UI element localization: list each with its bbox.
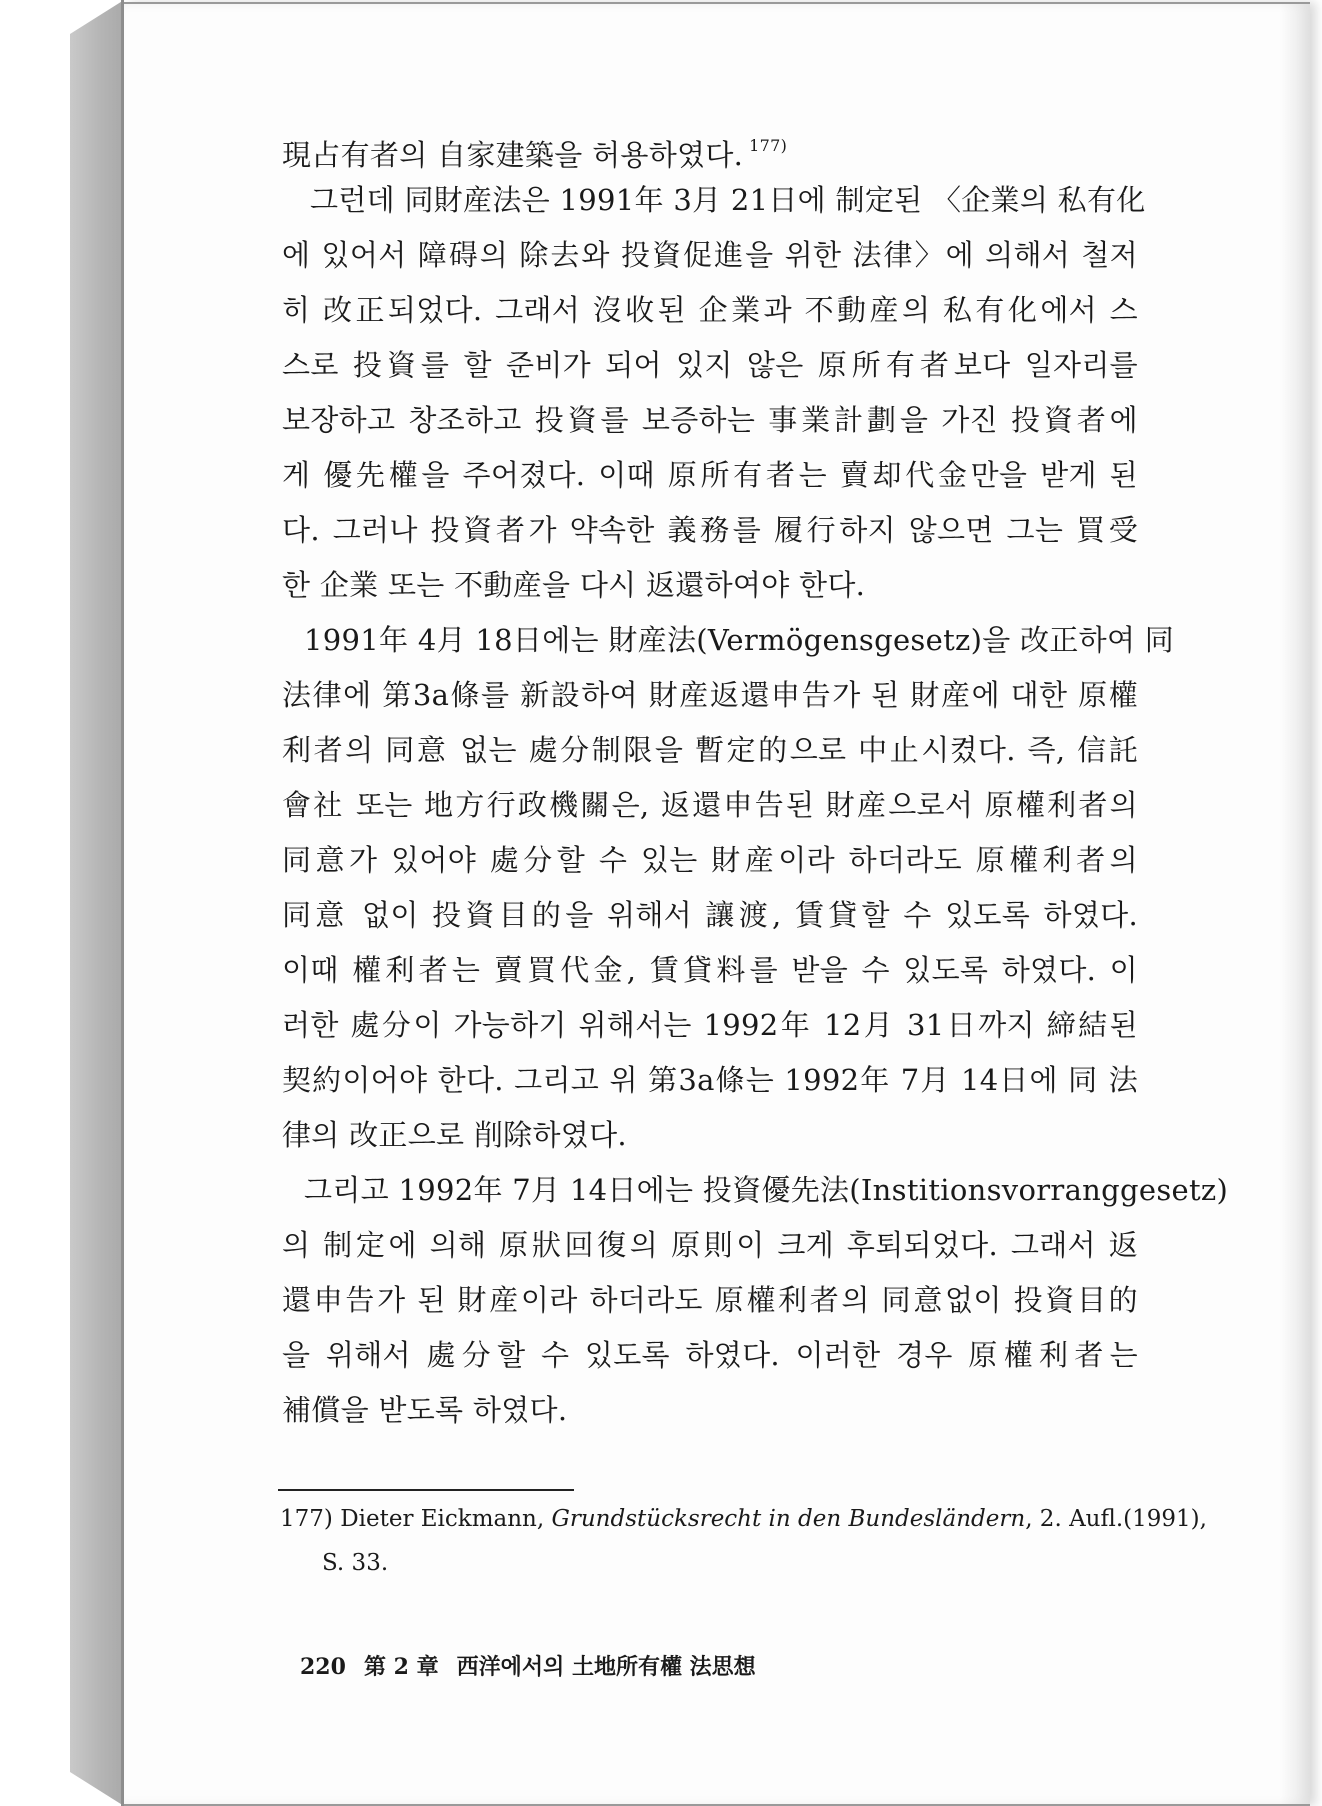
footnote-line [280,1497,1207,1541]
footnote-edition: , 2. Aufl.(1991), [1025,1506,1207,1532]
text-line: 히 改正되었다. 그래서 沒收된 企業과 不動産의 私有化에서 스 [282,293,1138,327]
body-text [282,118,1229,1438]
text-line: 補償을 받도록 하였다. [282,1393,568,1427]
text-line: 을 위해서 處分할 수 있도록 하였다. 이러한 경우 原權利者는 [282,1338,1138,1372]
text-line: 한 企業 또는 不動産을 다시 返還하여야 한다. [282,568,866,602]
text-line: 同意가 있어야 處分할 수 있는 財産이라 하더라도 原權利者의 [282,843,1138,877]
running-footer [300,1650,774,1681]
text-line-content: 現占有者의 自家建築을 허용하였다. [282,138,744,172]
footnote-rule [278,1489,574,1491]
text-line: 同意 없이 投資目的을 위해서 讓渡, 賃貸할 수 있도록 하였다. [282,898,1138,932]
text-line: 利者의 同意 없는 處分制限을 暫定的으로 中止시켰다. 즉, 信託 [282,733,1138,767]
chapter-label: 第 2 章 [363,1654,439,1680]
footnote-marker: 177) [749,136,788,155]
text-line: 律의 改正으로 削除하였다. [282,1118,627,1152]
text-line: 1991年 4月 18日에는 財産法(Vermögensgesetz)을 改正하여 同 [304,623,1175,657]
text-line: 다. 그러나 投資者가 약속한 義務를 履行하지 않으면 그는 買受 [282,513,1138,547]
text-line: 게 優先權을 주어졌다. 이때 原所有者는 賣却代金만을 받게 된 [282,458,1138,492]
text-line: 還申告가 된 財産이라 하더라도 原權利者의 同意없이 投資目的 [282,1283,1138,1317]
footnote-author: Dieter Eickmann, [340,1506,545,1532]
footnote-title: Grundstücksrecht in den Bundesländern [551,1506,1026,1532]
text-line: 보장하고 창조하고 投資를 보증하는 事業計劃을 가진 投資者에 [282,403,1138,437]
text-line: 의 制定에 의해 原狀回復의 原則이 크게 후퇴되었다. 그래서 返 [282,1228,1138,1262]
text-line: 그런데 同財産法은 1991年 3月 21日에 制定된 〈企業의 私有化 [310,183,1146,217]
page-number: 220 [300,1654,346,1680]
text-line: 이때 權利者는 賣買代金, 賃貸料를 받을 수 있도록 하였다. 이 [282,953,1138,987]
text-line: 契約이어야 한다. 그리고 위 第3a條는 1992年 7月 14日에 同 法 [282,1063,1138,1097]
chapter-title: 西洋에서의 土地所有權 法思想 [456,1654,756,1680]
book-spine [70,0,124,1806]
text-line: 그리고 1992年 7月 14日에는 投資優先法(Institionsvorranggesetz) [304,1173,1229,1207]
page-edge-shadow [1280,4,1310,1804]
footnote-page: S. 33. [322,1550,389,1576]
footnote-number: 177) [280,1506,333,1532]
text-line: 法律에 第3a條를 新設하여 財産返還申告가 된 財産에 대한 原權 [282,678,1138,712]
text-line: 러한 處分이 가능하기 위해서는 1992年 12月 31日까지 締結된 [282,1008,1138,1042]
text-line: 에 있어서 障碍의 除去와 投資促進을 위한 法律〉에 의해서 철저 [282,238,1138,272]
text-line: 스로 投資를 할 준비가 되어 있지 않은 原所有者보다 일자리를 [282,348,1138,382]
footnote [280,1497,1207,1585]
text-line [282,118,1138,173]
text-line: 會社 또는 地方行政機關은, 返還申告된 財産으로서 原權利者의 [282,788,1138,822]
